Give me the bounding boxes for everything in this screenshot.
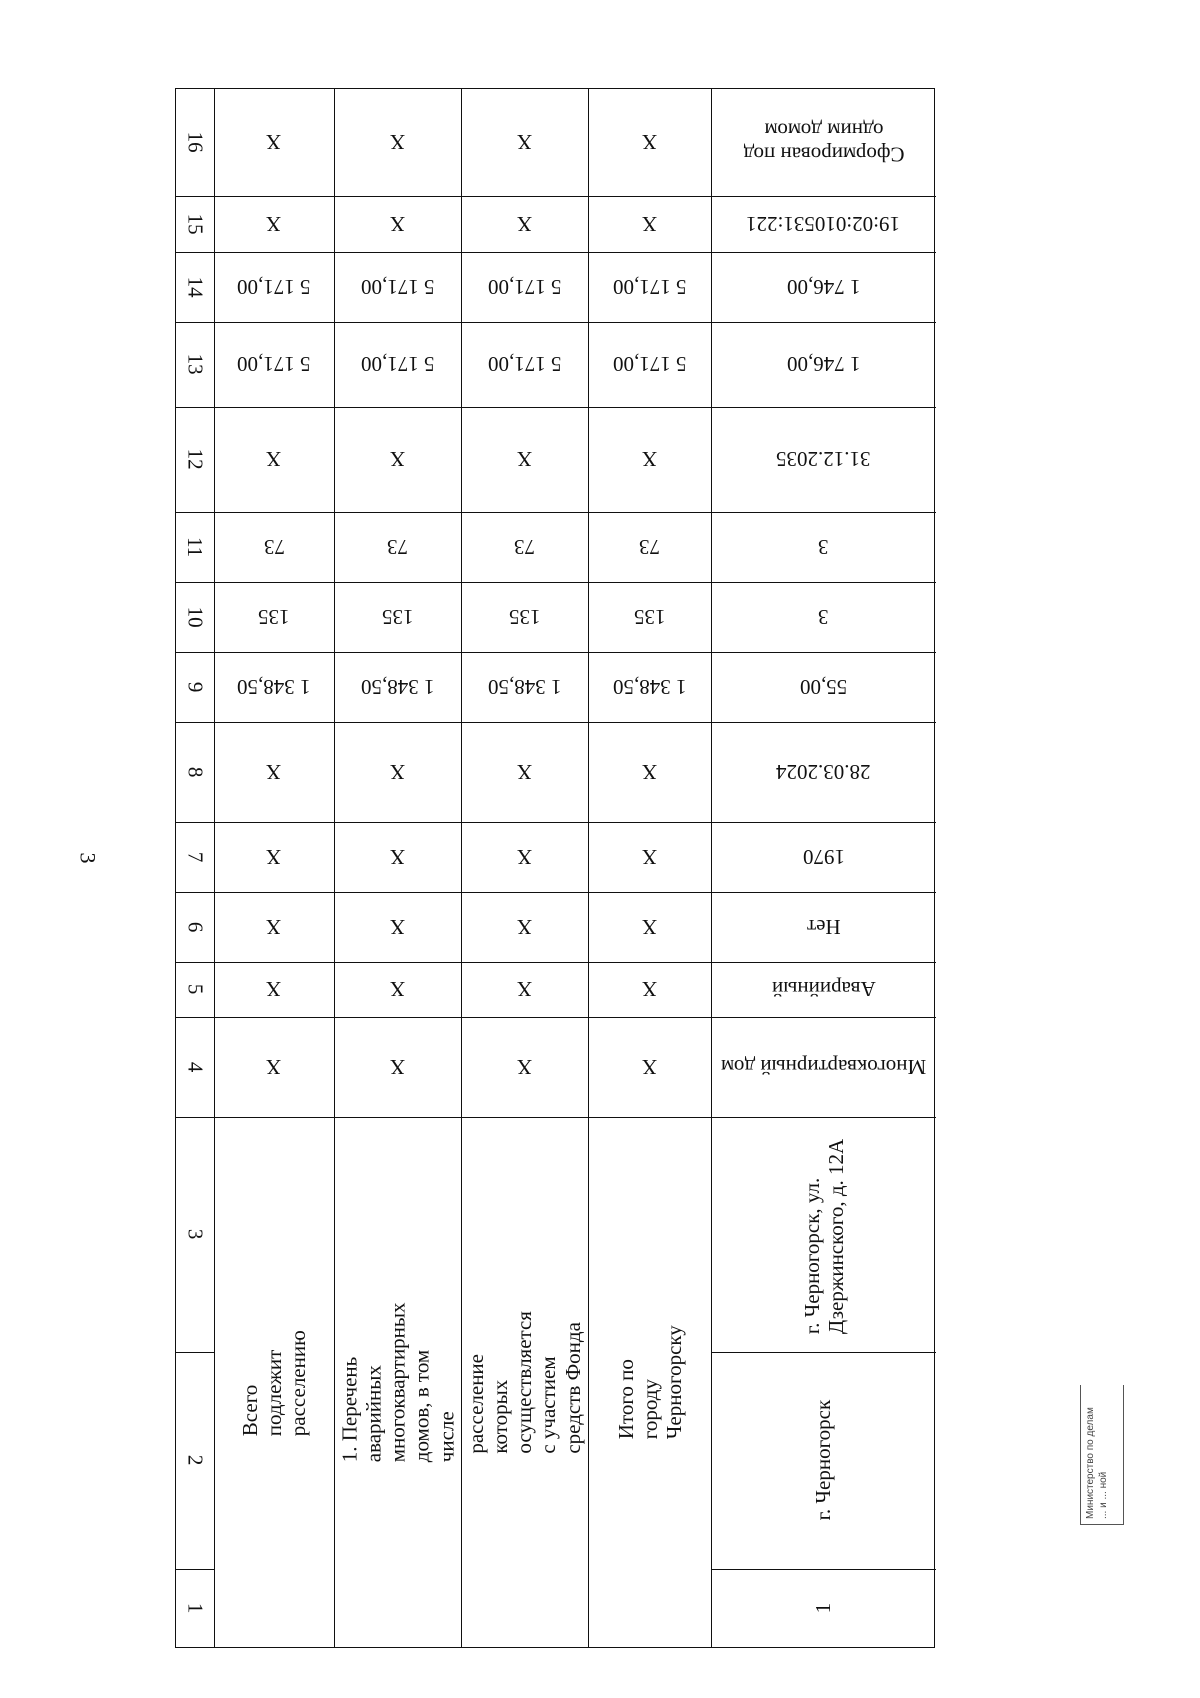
summary-2-c12: X: [516, 447, 533, 472]
data-row-c15: 19:02:010531:221: [746, 212, 901, 237]
summary-1-c8: X: [389, 760, 406, 785]
data-row-c4: Многоквартирный дом: [720, 1055, 927, 1080]
summary-1-c13: 5 171,00: [360, 352, 435, 377]
data-row-c10: 3: [818, 605, 829, 630]
data-row-c13: 1 746,00: [786, 352, 861, 377]
row-label-total: Всего подлежит расселению: [237, 1329, 311, 1436]
col-num-5: 5: [183, 984, 208, 995]
summary-0-c10: 135: [258, 605, 290, 630]
summary-1-c14: 5 171,00: [360, 275, 435, 300]
col-num-11: 11: [183, 536, 208, 558]
row-label-fund: расселение которых осуществляется с участием средств Фонда: [464, 1310, 585, 1454]
summary-0-c5: X: [266, 977, 282, 1002]
summary-1-c16: X: [389, 130, 406, 155]
summary-3-c12: X: [641, 447, 658, 472]
summary-2-c13: 5 171,00: [487, 352, 562, 377]
data-row-c9: 55,00: [799, 675, 848, 700]
summary-0-c7: X: [266, 845, 282, 870]
summary-1-c12: X: [389, 447, 406, 472]
col-num-1: 1: [183, 1602, 208, 1614]
page-number: 3: [75, 852, 101, 864]
summary-3-c9: 1 348,50: [612, 675, 687, 700]
summary-1-c10: 135: [381, 605, 414, 630]
col-num-13: 13: [183, 353, 208, 375]
summary-1-c15: X: [389, 212, 406, 237]
col-num-4: 4: [183, 1061, 208, 1073]
summary-0-c16: X: [266, 130, 282, 155]
row-label-city-total: Итого по городу Черногорску: [613, 1324, 686, 1439]
data-row-c11: 3: [818, 535, 829, 560]
col-num-10: 10: [183, 606, 208, 628]
summary-1-c5: X: [389, 977, 406, 1002]
summary-0-c14: 5 171,00: [237, 275, 311, 300]
summary-2-c5: X: [516, 977, 533, 1002]
summary-3-c8: X: [641, 760, 658, 785]
stamp-line-1: Министерство по делам: [1085, 1407, 1096, 1519]
summary-3-c6: X: [641, 915, 658, 940]
col-num-15: 15: [183, 213, 208, 235]
data-row-c16: Сформирован под одним домом: [742, 118, 905, 167]
stamp-line-2: ... и ... ной: [1098, 1471, 1109, 1519]
summary-2-c11: 73: [514, 535, 535, 560]
summary-3-c7: X: [641, 845, 658, 870]
summary-3-c14: 5 171,00: [612, 275, 687, 300]
row-label-emergency-list: 1. Перечень аварийных многоквартирных домов, в том числе: [337, 1302, 458, 1462]
summary-2-c7: X: [516, 845, 533, 870]
data-row-c8: 28.03.2024: [776, 760, 871, 785]
ministry-stamp: [1080, 1385, 1150, 1525]
summary-3-c5: X: [641, 977, 658, 1002]
summary-3-c11: 73: [639, 535, 660, 560]
summary-3-c16: X: [641, 130, 658, 155]
summary-0-c8: X: [266, 760, 282, 785]
summary-0-c6: X: [266, 915, 282, 940]
data-row-c6: Нет: [806, 915, 841, 940]
summary-2-c6: X: [516, 915, 533, 940]
summary-3-c4: X: [641, 1055, 658, 1080]
data-row-c14: 1 746,00: [786, 275, 861, 300]
data-row-municipality: г. Черногорск: [811, 1400, 836, 1521]
data-row-c12: 31.12.2035: [776, 447, 871, 472]
summary-1-c6: X: [389, 915, 406, 940]
summary-0-c11: 73: [263, 535, 285, 560]
resettlement-table: [175, 88, 935, 1648]
summary-3-c10: 135: [633, 605, 666, 630]
summary-0-c13: 5 171,00: [237, 352, 311, 377]
summary-0-c4: X: [266, 1055, 282, 1080]
summary-3-c15: X: [641, 212, 658, 237]
summary-1-c9: 1 348,50: [360, 675, 435, 700]
col-num-9: 9: [183, 681, 208, 693]
summary-3-c13: 5 171,00: [612, 352, 687, 377]
summary-0-c9: 1 348,50: [237, 675, 311, 700]
summary-1-c4: X: [389, 1055, 406, 1080]
summary-2-c14: 5 171,00: [487, 275, 562, 300]
summary-2-c4: X: [516, 1055, 533, 1080]
data-row-address: г. Черногорск, ул. Дзержинского, д. 12А: [799, 1139, 848, 1335]
col-num-7: 7: [183, 851, 208, 863]
col-num-2: 2: [183, 1455, 208, 1466]
summary-1-c11: 73: [387, 535, 408, 560]
summary-0-c15: X: [266, 212, 282, 237]
summary-2-c8: X: [516, 760, 533, 785]
data-row-c5: Аварийный: [771, 977, 876, 1002]
col-num-6: 6: [183, 921, 208, 933]
data-row-c7: 1970: [802, 845, 845, 870]
summary-2-c10: 135: [508, 605, 541, 630]
summary-2-c15: X: [516, 212, 533, 237]
col-num-8: 8: [183, 766, 208, 778]
data-row-number: 1: [811, 1602, 836, 1614]
col-num-16: 16: [183, 131, 208, 153]
col-num-3: 3: [183, 1229, 208, 1240]
summary-1-c7: X: [389, 845, 406, 870]
summary-0-c12: X: [266, 447, 282, 472]
col-num-14: 14: [183, 276, 208, 298]
col-num-12: 12: [183, 448, 208, 470]
summary-2-c16: X: [516, 130, 533, 155]
summary-2-c9: 1 348,50: [487, 675, 562, 700]
